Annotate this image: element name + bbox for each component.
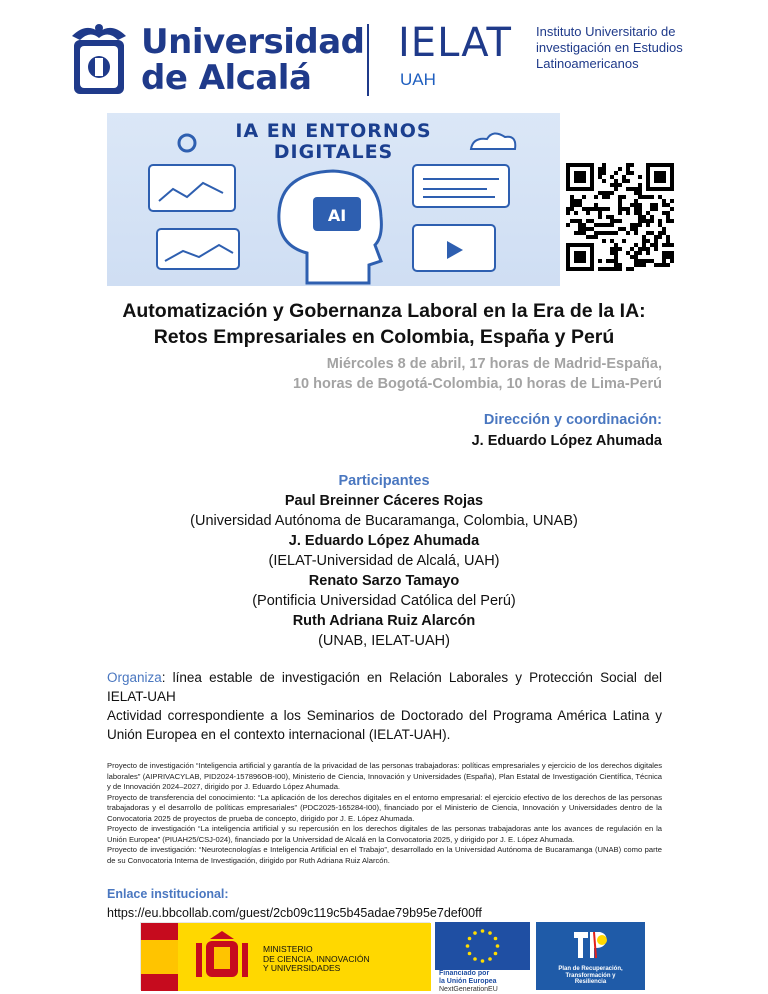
spain-flag-icon: [141, 923, 178, 991]
eu-star-icon: [496, 944, 500, 948]
eu-funding-text: [439, 970, 498, 994]
spain-coat-of-arms-icon: [192, 927, 252, 987]
prtr-text: [540, 966, 641, 986]
qr-code[interactable]: [566, 163, 674, 271]
event-date-line2: 10 horas de Bogotá-Colombia, 10 horas de Lima-Perú: [292, 376, 662, 392]
project-paragraph: Proyecto de investigación: “Neurotecnologías e Inteligencia Artificial en el Trabajo”, desarrollado en la Universidad Autónoma de Bucaramanga (UNAB) como parte de su Convocatoria Interna de Investigación, dirigido por Ruth Adriana Ruiz Alarcón.: [107, 845, 662, 865]
event-title: [0, 298, 768, 350]
ministerio-name: [263, 945, 370, 974]
eu-star-icon: [468, 952, 472, 956]
participant-affiliation: (UNAB, IELAT-UAH): [318, 633, 450, 649]
participant-name: Renato Sarzo Tamayo: [308, 573, 460, 589]
eu-star-icon: [473, 931, 477, 935]
ministerio-line2: DE CIENCIA, INNOVACIÓN: [263, 953, 370, 964]
banner-illustration: [107, 113, 560, 286]
organizer-paragraph: [107, 668, 662, 706]
header-divider: [367, 24, 369, 96]
eu-funding-logo: [435, 922, 530, 993]
institutional-link[interactable]: https://eu.bbcollab.com/guest/2cb09c119c5b45adae79b95e7def00ff: [107, 906, 482, 920]
ministerio-logo: [140, 922, 430, 990]
event-title-line2: Retos Empresariales en Colombia, España y Perú: [153, 326, 615, 348]
participants-section: [0, 471, 768, 651]
coordinator-name: J. Eduardo López Ahumada: [471, 433, 662, 449]
event-title-line1: Automatización y Gobernanza Laboral en la Era de la IA:: [122, 300, 646, 322]
eu-star-icon: [481, 959, 485, 963]
project-paragraph: Proyecto de investigación “Inteligencia artificial y garantía de la privacidad de las personas trabajadoras: políticas empresariales y ejercicio de los derechos digitales laborales” (AIPRIVACYLAB, PID2024-157896OB-I00), Ministerio de Ciencia, Innovación y Universidades (España), Plan Estatal de Investigación Científica, Técnica y de Innovación 2024–2027, dirigido por J. Eduardo López Ahumada.: [107, 761, 662, 791]
prtr-emblem-icon: [536, 922, 645, 966]
eu-star-icon: [468, 937, 472, 941]
funding-logos: [140, 922, 645, 993]
participant-name: Paul Breinner Cáceres Rojas: [284, 493, 484, 509]
eu-star-icon: [488, 931, 492, 935]
participant-name: Ruth Adriana Ruiz Alarcón: [292, 613, 476, 629]
activity-paragraph: Actividad correspondiente a los Seminarios de Doctorado del Programa América Latina y Unión Europea en el contexto internacional (IELAT-UAH).: [107, 708, 662, 742]
banner-title-line2: DIGITALES: [273, 141, 394, 163]
eu-line2: la Unión Europea: [439, 978, 497, 985]
ministerio-logo-background: [178, 923, 431, 991]
university-crest-logo: [68, 22, 130, 98]
prtr-line3: Resiliencia: [574, 979, 607, 985]
eu-star-icon: [494, 952, 498, 956]
ministerio-line1: MINISTERIO: [263, 944, 313, 954]
organizer-section: [107, 668, 662, 744]
institute-full-name: Instituto Universitario de investigación en Estudios Latinoamericanos: [536, 24, 683, 71]
institute-short-name: IELAT: [398, 20, 512, 66]
participant-name: J. Eduardo López Ahumada: [288, 533, 480, 549]
header: [68, 22, 708, 102]
institutional-link-label: Enlace institucional:: [107, 887, 229, 901]
project-paragraph: Proyecto de transferencia del conocimiento: “La aplicación de los derechos digitales en el entorno empresarial: el ejercicio efectivo de los derechos de las personas trabajadoras y el desarrollo de políticas empresariales” (PDC2025-165284-I00), financiado por el Ministerio de Ciencia, Innovación y Universidades dentro de la Convocatoria 2025 de proyectos de prueba de concepto, dirigido por J. E. López Ahumada.: [107, 792, 662, 823]
organizer-text: : línea estable de investigación en Relación Laborales y Protección Social del IELAT-UAH: [107, 670, 662, 704]
eu-star-icon: [494, 937, 498, 941]
participant-affiliation: (Pontificia Universidad Católica del Perú): [252, 593, 516, 609]
prtr-logo: [536, 922, 645, 990]
event-date-line1: Miércoles 8 de abril, 17 horas de Madrid-España,: [326, 356, 662, 372]
projects-section: [107, 761, 662, 866]
eu-line1: Financiado por: [439, 970, 490, 977]
participants-label: Participantes: [338, 473, 430, 489]
banner-title-line1: IA EN ENTORNOS: [235, 120, 432, 142]
prtr-line1: Plan de Recuperación,: [558, 966, 623, 972]
university-name: Universidad de Alcalá: [141, 22, 365, 98]
eu-flag-icon: [435, 922, 530, 970]
prtr-line2: Transformación y: [565, 972, 616, 979]
eu-star-icon: [481, 929, 485, 933]
eu-star-icon: [473, 957, 477, 961]
eu-star-icon: [466, 944, 470, 948]
eu-star-icon: [488, 957, 492, 961]
participant-affiliation: (IELAT-Universidad de Alcalá, UAH): [268, 553, 500, 569]
ai-chip-label: AI: [327, 206, 347, 225]
project-paragraph: Proyecto de investigación “La inteligencia artificial y su repercusión en los derechos digitales de las personas trabajadoras ante los avances de regulación en la Unión Europea” (PIUAH25/CSJ-024), financiado por la Universidad de Alcalá en la Convocatoria 2025, y dirigido por J. E. López Ahumada.: [107, 824, 662, 844]
gear-icon: [179, 135, 195, 151]
ministerio-line3: Y UNIVERSIDADES: [263, 963, 341, 973]
institute-sub-name: UAH: [400, 70, 436, 89]
event-date: [293, 354, 662, 394]
participant-affiliation: (Universidad Autónoma de Bucaramanga, Colombia, UNAB): [190, 513, 578, 529]
cloud-icon: [471, 133, 515, 149]
organizer-label: Organiza: [107, 670, 162, 685]
event-banner-image: [107, 113, 560, 286]
coordination-label: Dirección y coordinación:: [483, 412, 662, 428]
eu-line3: NextGenerationEU: [439, 986, 498, 993]
